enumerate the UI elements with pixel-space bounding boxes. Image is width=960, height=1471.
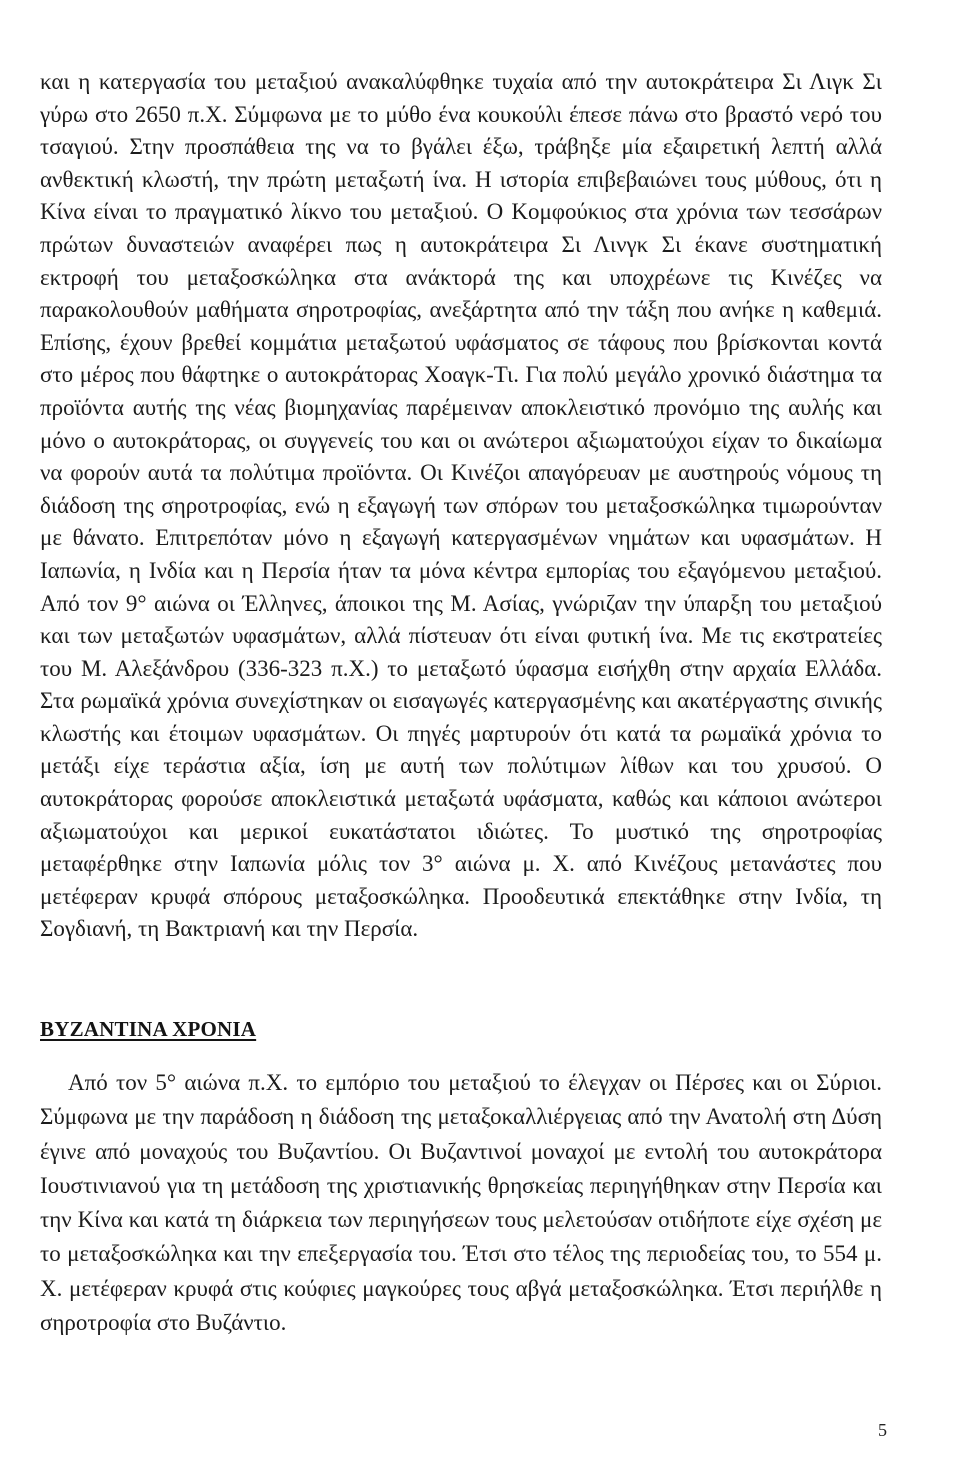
body-paragraph-byzantine: Από τον 5° αιώνα π.Χ. το εμπόριο του μεταξιού το έλεγχαν οι Πέρσες και οι Σύριοι. Σύμφωνα με την παράδοση η διάδοση της μεταξοκαλλιέργειας από την Ανατολή στη Δύση έγινε από μοναχούς του Βυζαντίου. Οι Βυζαντινοί μοναχοί με εντολή του αυτοκράτορα Ιουστινιανού για τη μετάδοση της χριστιανικής θρησκείας περιηγήθηκαν στην Περσία και την Κίνα και κατά τη διάρκεια των περιηγήσεων τους μελετούσαν οτιδήποτε είχε σχέση με το μεταξοσκώληκα και την επεξεργασία του. Έτσι στο τέλος της περιοδείας του, το 554 μ. Χ. μετέφεραν κρυφά στις κούφιες μαγκούρες τους αβγά μεταξοσκώληκα. Έτσι περιήλθε η σηροτροφία στο Βυζάντιο. <box>40 1070 882 1336</box>
page-number: 5 <box>878 1420 887 1440</box>
section-heading: ΒΥΖΑΝΤΙΝΑ ΧΡΟΝΙΑ <box>40 1017 257 1041</box>
body-paragraph-silk-origins: και η κατεργασία του μεταξιού ανακαλύφθηκε τυχαία από την αυτοκράτειρα Σι Λιγκ Σι γύρω στο 2650 π.Χ. Σύμφωνα με το μύθο ένα κουκούλι έπεσε πάνω στο βραστό νερό του τσαγιού. Στην προσπάθεια της να το βγάλει έξω, τράβηξε μία εξαιρετική λεπτή αλλά ανθεκτική κλωστή, την πρώτη μεταξωτή ίνα. Η ιστορία επιβεβαιώνει τους μύθους, ότι η Κίνα είναι το πραγματικό λίκνο του μεταξιού. Ο Κομφούκιος στα χρόνια των τεσσάρων πρώτων δυναστειών αναφέρει πως η αυτοκράτειρα Σι Λινγκ Σι έκανε συστηματική εκτροφή του μεταξοσκώληκα στα ανάκτορά της και υποχρέωνε τις Κινέζες να παρακολουθούν μαθήματα σηροτροφίας, ανεξάρτητα από την τάξη που ανήκε η καθεμιά. Επίσης, έχουν βρεθεί κομμάτια μεταξωτού υφάσματος σε τάφους που βρίσκονται κοντά στο μέρος που θάφτηκε ο αυτοκράτορας Χοαγκ-Τι. Για πολύ μεγάλο χρονικό διάστημα τα προϊόντα αυτής της νέας βιομηχανίας παρέμειναν αποκλειστικό προνόμιο της αυλής και μόνο ο αυτοκράτορας, οι συγγενείς του και οι ανώτεροι αξιωματούχοι είχαν το δικαίωμα να φορούν αυτά τα πολύτιμα προϊόντα. Οι Κινέζοι απαγόρευαν με αυστηρούς νόμους τη διάδοση της σηροτροφίας, ενώ η εξαγωγή των σπόρων του μεταξοσκώληκα τιμωρούνταν με θάνατο. Επιτρεπόταν μόνο η εξαγωγή κατεργασμένων νημάτων και υφασμάτων. Η Ιαπωνία, η Ινδία και η Περσία ήταν τα μόνα κέντρα εμπορίας του εξαγόμενου μεταξιού. Από τον 9° αιώνα οι Έλληνες, άποικοι της Μ. Ασίας, γνώριζαν την ύπαρξη του μεταξιού και των μεταξωτών υφασμάτων, αλλά πίστευαν ότι είναι φυτική ίνα. Με τις εκστρατείες του Μ. Αλεξάνδρου (336-323 π.Χ.) το μεταξωτό ύφασμα εισήχθη στην αρχαία Ελλάδα. Στα ρωμαϊκά χρόνια συνεχίστηκαν οι εισαγωγές κατεργασμένης και ακατέργαστης σινικής κλωστής και έτοιμων υφασμάτων. Οι πηγές μαρτυρούν ότι κατά τα ρωμαϊκά χρόνια το μετάξι είχε τεράστια αξία, ίση με αυτή των πολύτιμων λίθων και του χρυσού. Ο αυτοκράτορας φορούσε αποκλειστικά μεταξωτά υφάσματα, καθώς και κάποιοι ανώτεροι αξιωματούχοι και μερικοί ευκατάστατοι ιδιώτες. Το μυστικό της σηροτροφίας μεταφέρθηκε στην Ιαπωνία μόλις τον 3° αιώνα μ. Χ. από Κινέζους μετανάστες που μετέφεραν κρυφά σπόρους μεταξοσκώληκα. Προοδευτικά επεκτάθηκε στην Ινδία, τη Σογδιανή, τη Βακτριανή και την Περσία. <box>40 69 882 942</box>
